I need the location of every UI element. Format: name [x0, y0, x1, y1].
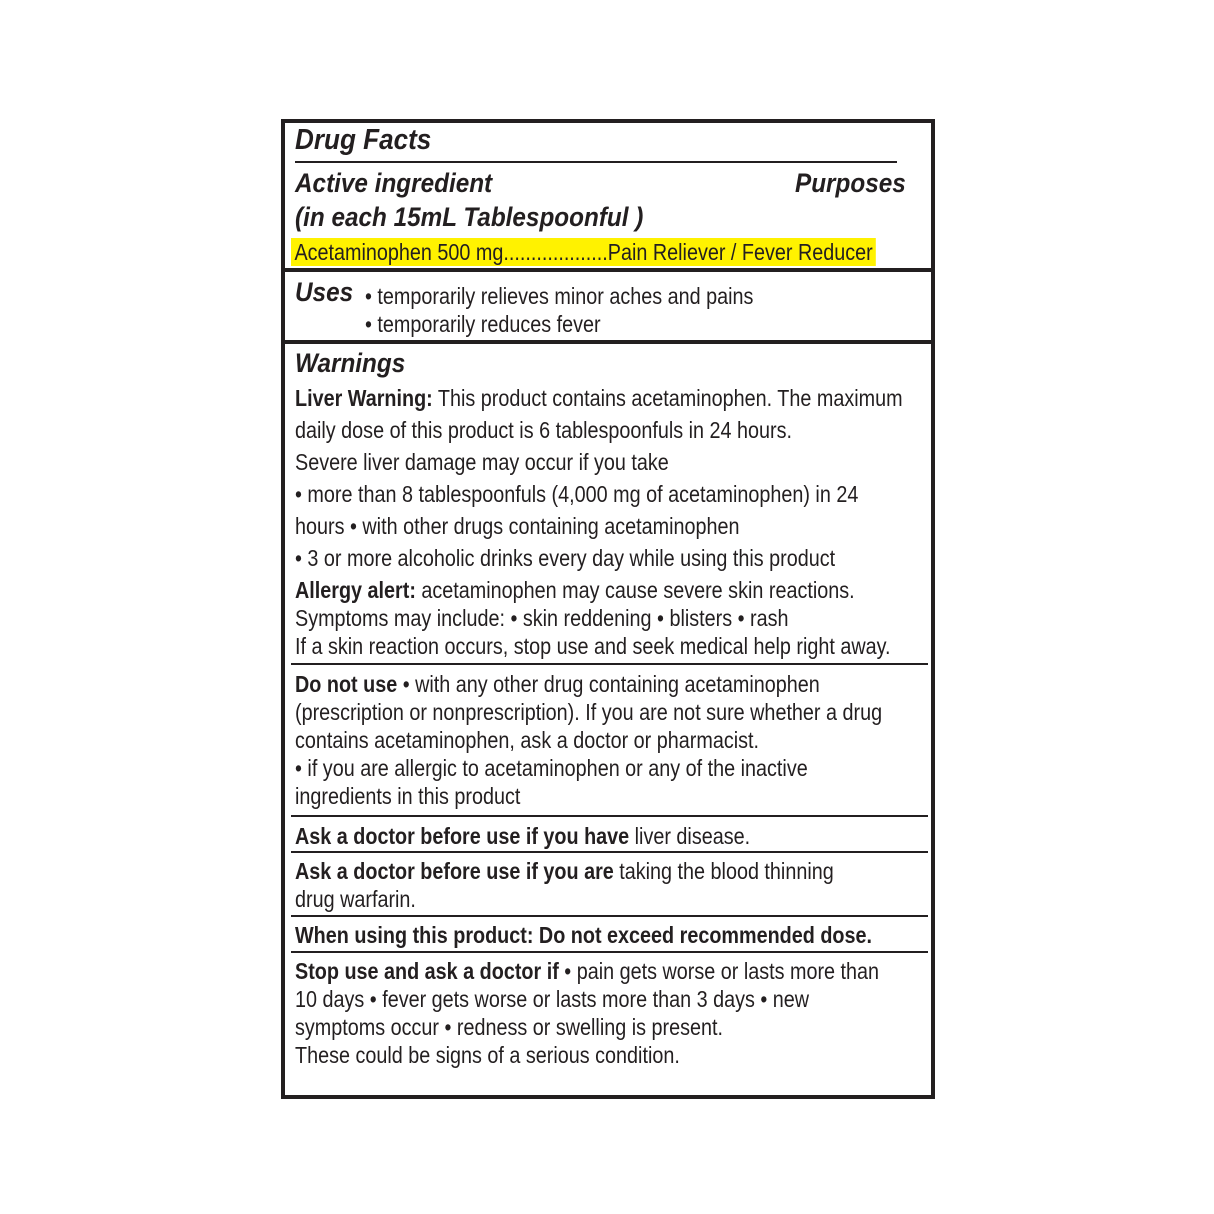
do-not-use-label: Do not use — [295, 671, 398, 697]
when-using-line: When using this product: Do not exceed recommended dose. — [295, 922, 872, 948]
uses-heading: Uses — [295, 277, 354, 307]
do-not-use-line: • if you are allergic to acetaminophen or any of the inactive — [295, 755, 808, 781]
liver-warning-line: Liver Warning: This product contains acetaminophen. The maximum — [295, 385, 903, 411]
warnings-heading: Warnings — [295, 348, 406, 378]
allergy-alert-line: Allergy alert: acetaminophen may cause severe skin reactions. — [295, 577, 855, 603]
subsection-divider — [291, 663, 928, 665]
liver-warning-line: Severe liver damage may occur if you take — [295, 449, 669, 475]
liver-warning-line: hours • with other drugs containing acetaminophen — [295, 513, 740, 539]
subsection-divider — [291, 815, 928, 817]
liver-warning-line: daily dose of this product is 6 tablespoonfuls in 24 hours. — [295, 417, 793, 443]
ask-doctor-have-label: Ask a doctor before use if you have — [295, 823, 630, 849]
stop-use-line: 10 days • fever gets worse or lasts more than 3 days • new — [295, 986, 810, 1012]
purposes-heading: Purposes — [795, 168, 906, 198]
liver-warning-line: • 3 or more alcoholic drinks every day while using this product — [295, 545, 836, 571]
ask-doctor-are-label: Ask a doctor before use if you are — [295, 858, 614, 884]
subsection-divider — [291, 851, 928, 853]
active-ingredient-heading: Active ingredient — [295, 168, 493, 198]
ingredient-line: Acetaminophen 500 mg...................Pain Reliever / Fever Reducer — [291, 238, 876, 266]
ask-doctor-have-line: Ask a doctor before use if you have liver disease. — [295, 823, 751, 849]
stop-use-label: Stop use and ask a doctor if — [295, 958, 559, 984]
section-divider — [285, 268, 931, 272]
stop-use-line: symptoms occur • redness or swelling is present. — [295, 1014, 723, 1040]
uses-item: • temporarily reduces fever — [365, 311, 601, 337]
ask-doctor-are-line: Ask a doctor before use if you are taking the blood thinning — [295, 858, 834, 884]
stop-use-line: Stop use and ask a doctor if • pain gets worse or lasts more than — [295, 958, 880, 984]
active-ingredient-subheading: (in each 15mL Tablespoonful ) — [295, 202, 644, 232]
allergy-alert-label: Allergy alert: — [295, 577, 416, 603]
stop-use-line: These could be signs of a serious condition. — [295, 1042, 680, 1068]
title-underline — [295, 161, 897, 163]
do-not-use-line: Do not use • with any other drug containing acetaminophen — [295, 671, 820, 697]
do-not-use-line: (prescription or nonprescription). If you are not sure whether a drug — [295, 699, 883, 725]
allergy-alert-line: Symptoms may include: • skin reddening • blisters • rash — [295, 605, 789, 631]
drug-facts-title: Drug Facts — [295, 124, 432, 156]
allergy-alert-line: If a skin reaction occurs, stop use and seek medical help right away. — [295, 633, 891, 659]
do-not-use-line: ingredients in this product — [295, 783, 521, 809]
uses-item: • temporarily relieves minor aches and pains — [365, 283, 754, 309]
subsection-divider — [291, 915, 928, 917]
liver-warning-line: • more than 8 tablespoonfuls (4,000 mg of acetaminophen) in 24 — [295, 481, 859, 507]
liver-warning-label: Liver Warning: — [295, 385, 433, 411]
ask-doctor-are-line: drug warfarin. — [295, 886, 416, 912]
subsection-divider — [291, 951, 928, 953]
do-not-use-line: contains acetaminophen, ask a doctor or pharmacist. — [295, 727, 759, 753]
section-divider — [285, 340, 931, 344]
drug-facts-panel — [281, 119, 935, 1099]
